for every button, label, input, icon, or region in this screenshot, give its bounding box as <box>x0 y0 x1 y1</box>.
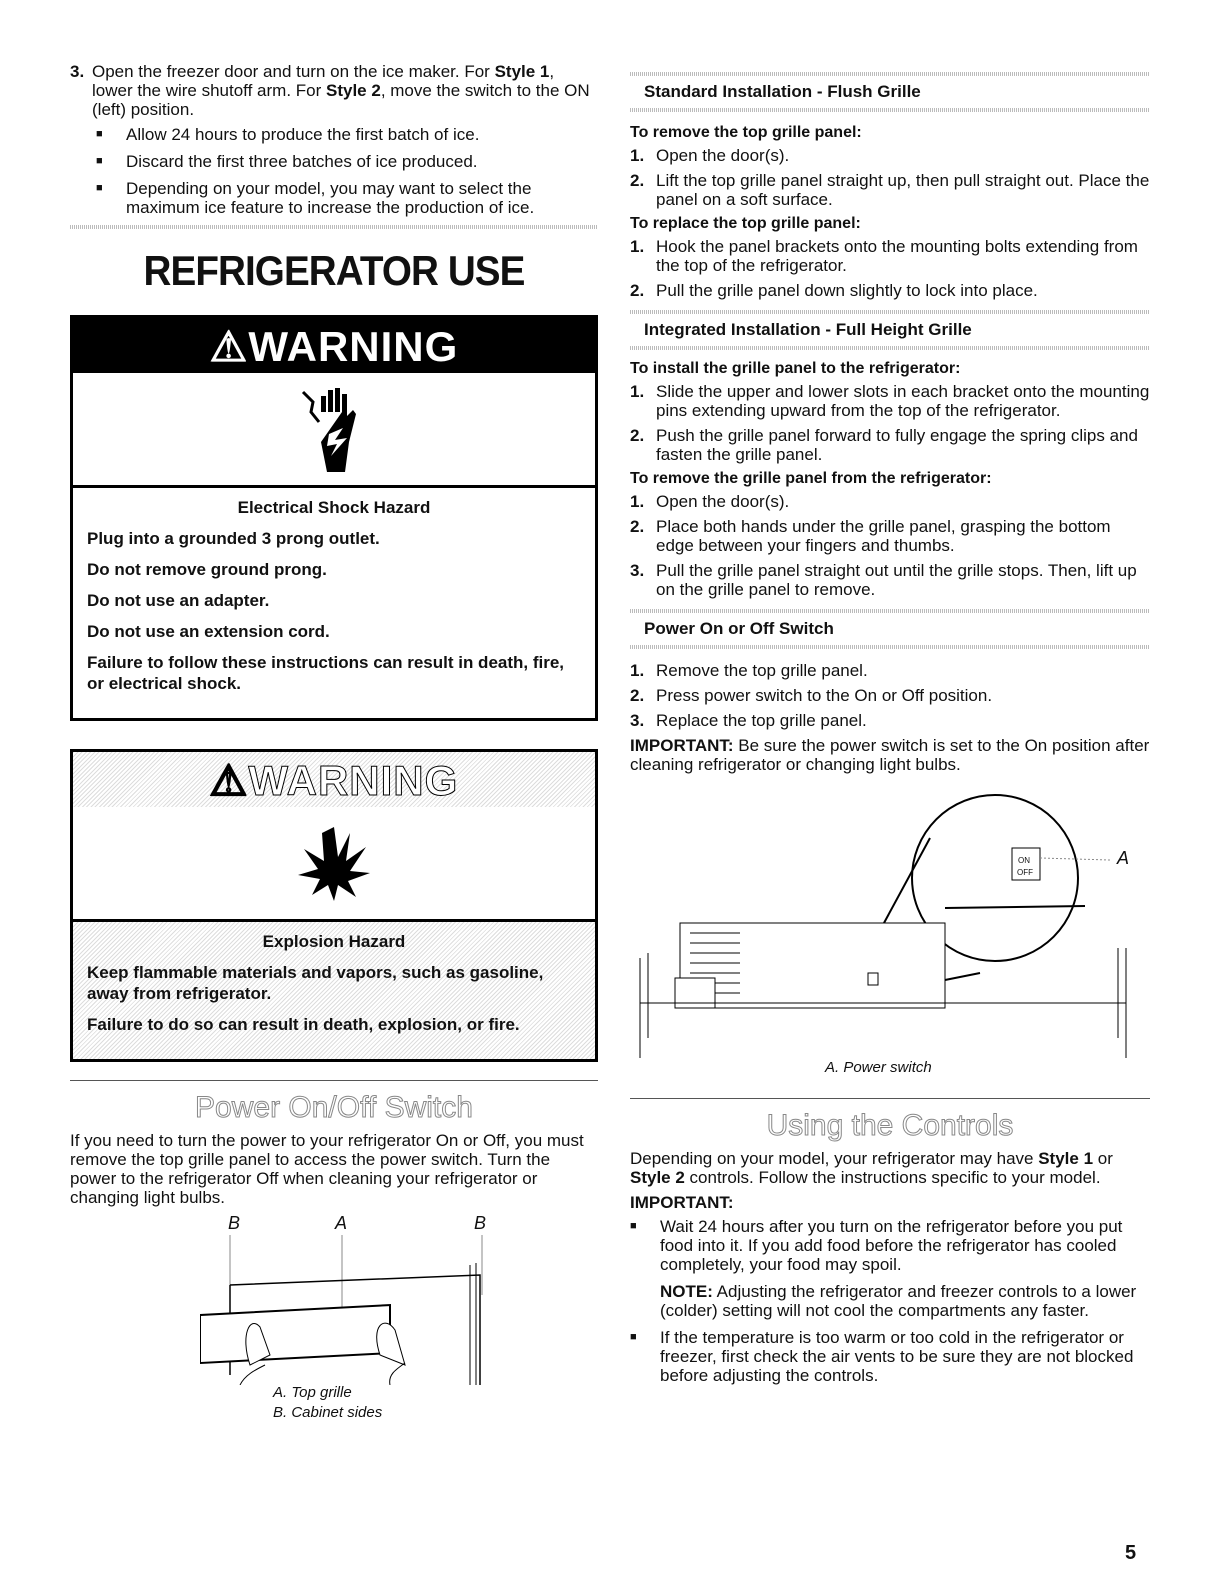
controls-bullet-2: ■ If the temperature is too warm or too cold in the refrigerator or freezer, first check the air vents to be sure they are not blocked before adjusting the controls. <box>630 1328 1134 1385</box>
bullet-item <box>96 125 598 144</box>
section-title-power: Power On/Off Switch <box>195 1091 473 1124</box>
bullet-square-icon: ■ <box>96 128 103 140</box>
subhead-replace-top: To replace the top grille panel: <box>630 215 861 232</box>
caption-power-switch: A. Power switch <box>825 1059 932 1076</box>
bullet-square-icon: ■ <box>630 1220 637 1232</box>
step-text: Push the grille panel forward to fully engage the spring clips and fasten the grille panel. <box>656 426 1138 464</box>
power-paragraph: If you need to turn the power to your refrigerator On or Off, you must remove the top grille panel to access the power switch. Turn the power to the refrigerator Off when cleaning your refrigerator or changing light bulbs. <box>70 1131 584 1207</box>
step-text: Open the freezer door and turn on the ice maker. For Style 1, lower the wire shutoff arm. For Style 2, move the switch to the ON (left) position. <box>92 62 590 119</box>
numbered-step <box>630 382 1150 420</box>
section-title-flush: Standard Installation - Flush Grille <box>644 82 921 101</box>
divider <box>70 225 598 229</box>
numbered-step <box>630 661 1150 680</box>
section-title-switch: Power On or Off Switch <box>644 619 834 638</box>
divider <box>70 1080 598 1081</box>
numbered-step <box>630 426 1150 464</box>
figure-label-a: A <box>335 1213 348 1233</box>
bullet-text: Allow 24 hours to produce the first batch of ice. <box>126 125 480 144</box>
left-column <box>70 62 598 1423</box>
numbered-step <box>630 281 1150 300</box>
step-number: 3. <box>630 711 645 730</box>
controls-bullet-1: ■ Wait 24 hours after you turn on the refrigerator before you put food into it. If you add food before the refrigerator has cooled completely, your food may spoil. <box>630 1217 1123 1274</box>
step-text: Pull the grille panel straight out until the grille stops. Then, lift up on the grille panel to remove. <box>656 561 1137 599</box>
caption-top-grille: A. Top grille <box>273 1384 352 1401</box>
top-grille-figure <box>70 1213 598 1423</box>
subhead-install: To install the grille panel to the refrigerator: <box>630 360 961 377</box>
warning-line: Do not use an adapter. <box>87 591 270 610</box>
step-text: Open the door(s). <box>656 146 790 165</box>
step-number: 1. <box>630 237 645 256</box>
power-switch-figure <box>630 788 1150 1088</box>
step-text: Remove the top grille panel. <box>656 661 868 680</box>
step-text: Replace the top grille panel. <box>656 711 867 730</box>
page-number: 5 <box>1125 1542 1137 1564</box>
hazard-title: Electrical Shock Hazard <box>237 498 431 517</box>
caption-cabinet-sides: B. Cabinet sides <box>273 1404 383 1421</box>
numbered-step <box>630 492 1150 511</box>
hazard-title: Explosion Hazard <box>262 932 406 951</box>
bullet-item <box>96 152 598 171</box>
controls-important: IMPORTANT: <box>630 1193 734 1212</box>
ice-bullets <box>70 125 598 217</box>
numbered-step <box>630 237 1150 275</box>
warning-line: Failure to follow these instructions can result in death, fire, or electrical shock. <box>87 653 565 693</box>
figure-label-b-left: B <box>228 1213 241 1233</box>
numbered-step <box>630 561 1150 599</box>
figure-captions <box>273 1383 382 1423</box>
divider <box>630 609 1150 613</box>
step-number: 2. <box>630 517 645 536</box>
warning-line: Failure to do so can result in death, explosion, or fire. <box>87 1015 520 1034</box>
bullet-square-icon: ■ <box>96 155 103 167</box>
bullet-square-icon: ■ <box>96 182 103 194</box>
step-text: Open the door(s). <box>656 492 790 511</box>
step-text: Slide the upper and lower slots in each bracket onto the mounting pins extending upward from the top of the refrigerator. <box>656 382 1150 420</box>
bullet-text: Discard the first three batches of ice produced. <box>126 152 478 171</box>
bullet-square-icon: ■ <box>630 1331 637 1343</box>
step-number: 1. <box>630 382 645 401</box>
step-number: 2. <box>630 281 645 300</box>
step-number: 2. <box>630 171 645 190</box>
step-number: 2. <box>630 686 645 705</box>
shock-hazard-icon <box>73 373 595 488</box>
warning-header: ⚠WARNING <box>73 318 595 373</box>
controls-note: NOTE: Adjusting the refrigerator and freezer controls to a lower (colder) setting will not cool the compartments any faster. <box>660 1282 1137 1320</box>
warning-body <box>73 488 595 718</box>
warning-line: Do not remove ground prong. <box>87 560 327 579</box>
step-text: Press power switch to the On or Off position. <box>656 686 993 705</box>
power-switch-illustration <box>630 788 1140 1058</box>
step-number: 1. <box>630 146 645 165</box>
warning-electrical <box>70 315 598 721</box>
step-number: 3. <box>70 62 85 81</box>
numbered-step <box>630 686 1150 705</box>
top-grille-illustration <box>200 1235 500 1385</box>
important-note: IMPORTANT: Be sure the power switch is set to the On position after cleaning refrigerator or changing light bulbs. <box>630 736 1150 774</box>
divider <box>630 1098 1150 1099</box>
numbered-step <box>630 711 1150 730</box>
divider <box>630 108 1150 112</box>
switch-on-label: ON <box>1018 856 1030 865</box>
figure-label-a: A <box>1117 848 1130 868</box>
warning-line: Do not use an extension cord. <box>87 622 330 641</box>
numbered-step <box>630 146 1150 165</box>
step-text: Pull the grille panel down slightly to lock into place. <box>656 281 1038 300</box>
warning-line: Keep flammable materials and vapors, such as gasoline, away from refrigerator. <box>87 963 544 1003</box>
page-title: REFRIGERATOR USE <box>143 247 525 294</box>
switch-off-label: OFF <box>1017 868 1033 877</box>
step-text: Place both hands under the grille panel, grasping the bottom edge between your fingers and thumbs. <box>656 517 1111 555</box>
subhead-remove-top: To remove the top grille panel: <box>630 124 862 141</box>
divider <box>630 645 1150 649</box>
step-text: Hook the panel brackets onto the mounting bolts extending from the top of the refrigerator. <box>656 237 1138 275</box>
explosion-hazard-icon <box>73 807 595 922</box>
step-number: 2. <box>630 426 645 445</box>
right-column <box>630 72 1150 1393</box>
divider <box>630 346 1150 350</box>
warning-explosion <box>70 749 598 1062</box>
step-number: 1. <box>630 661 645 680</box>
numbered-step <box>630 517 1150 555</box>
divider <box>630 72 1150 76</box>
bullet-text: Depending on your model, you may want to select the maximum ice feature to increase the production of ice. <box>126 179 535 217</box>
warning-body <box>73 922 595 1059</box>
controls-intro: Depending on your model, your refrigerator may have Style 1 or Style 2 controls. Follow the instructions specific to your model. <box>630 1149 1113 1187</box>
section-title-integrated: Integrated Installation - Full Height Grille <box>644 320 972 339</box>
warning-line: Plug into a grounded 3 prong outlet. <box>87 529 380 548</box>
numbered-step <box>630 171 1150 209</box>
section-title-controls: Using the Controls <box>766 1109 1014 1142</box>
subhead-remove-grille: To remove the grille panel from the refrigerator: <box>630 470 992 487</box>
figure-label-b-right: B <box>474 1213 487 1233</box>
step-text: Lift the top grille panel straight up, then pull straight out. Place the panel on a soft surface. <box>656 171 1150 209</box>
step-number: 3. <box>630 561 645 580</box>
divider <box>630 310 1150 314</box>
warning-header: ⚠WARNING <box>73 752 595 807</box>
step-number: 1. <box>630 492 645 511</box>
bullet-item <box>96 179 598 217</box>
step-3 <box>70 62 598 119</box>
